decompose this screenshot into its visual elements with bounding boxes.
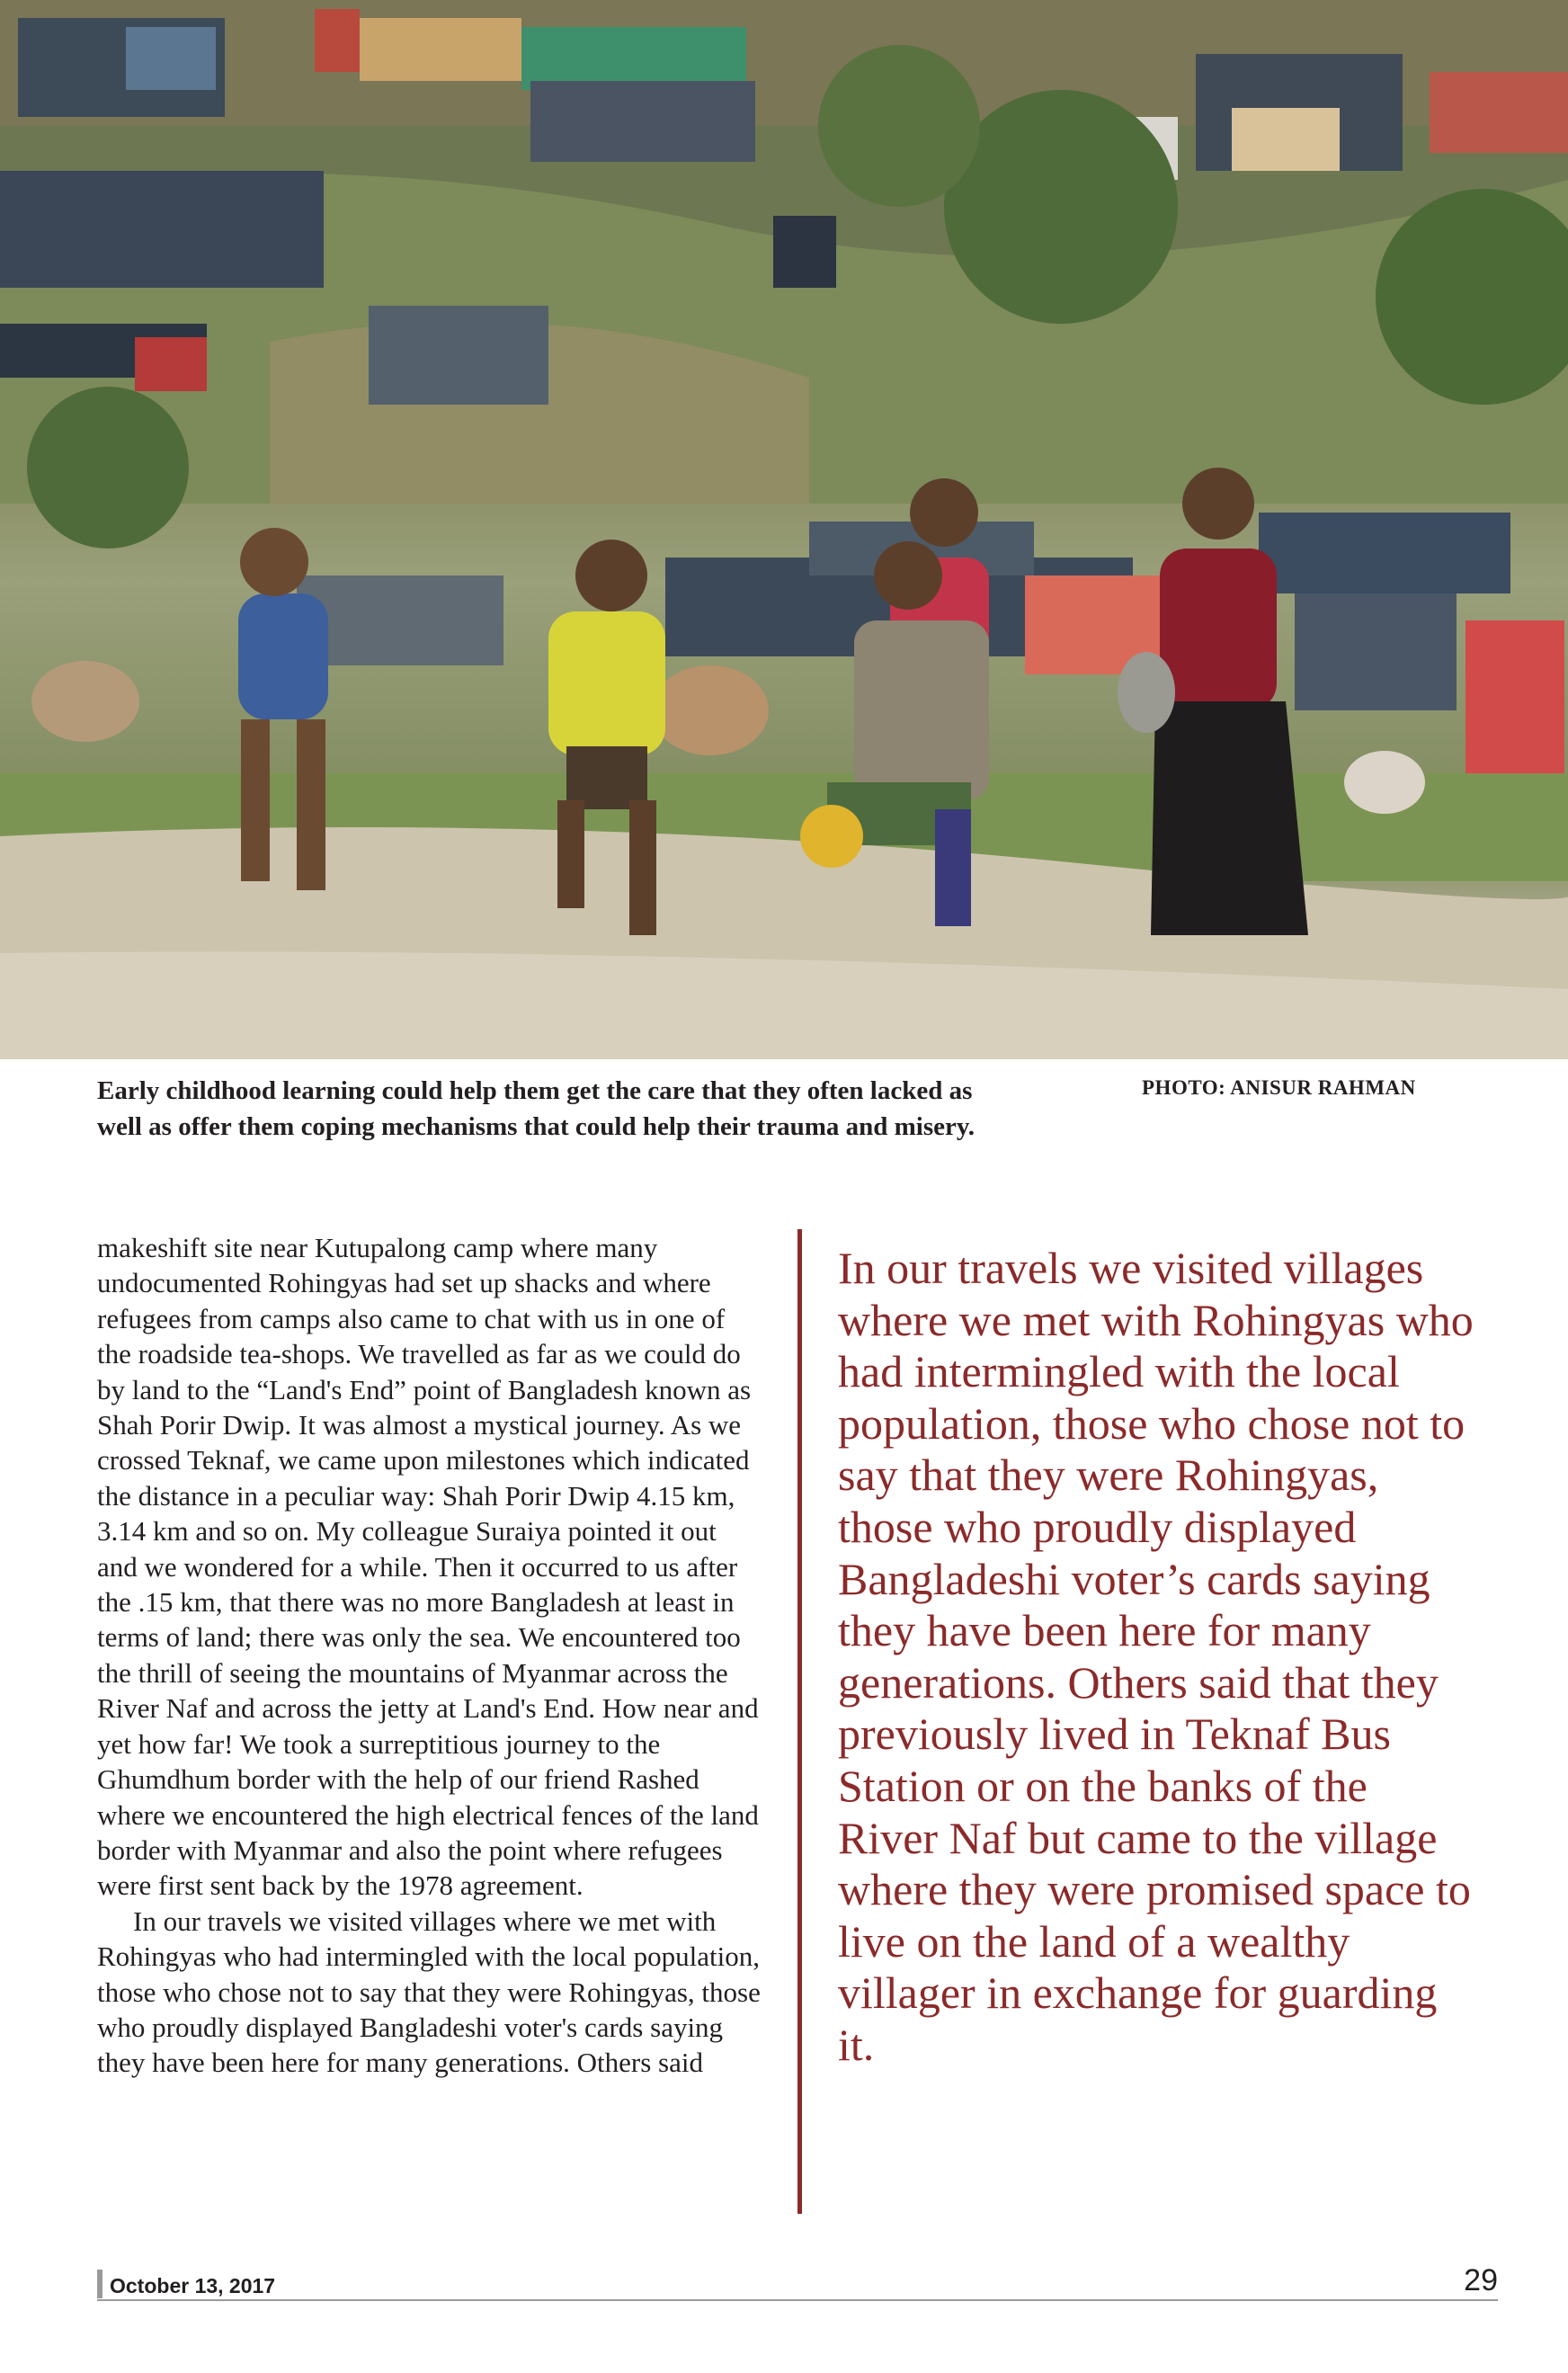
children-playing-football-photo (0, 0, 1568, 1059)
article-body (97, 1230, 762, 2081)
body-paragraph-2: In our travels we visited villages where we met with Rohingyas who had intermingled with the local population, those who chose not to say that they were Rohingyas, those who proudly displayed Bangladeshi voter's cards saying they have been here for many generations. Others said (97, 1905, 761, 2079)
pull-quote-rule (797, 1229, 802, 2214)
football-icon (800, 805, 863, 868)
pull-quote: In our travels we visited villages where we met with Rohingyas who had intermingled with the local population, those who chose not to say that they were Rohingyas, those who proudly displayed Bangladeshi voter’s cards saying they have been here for many generations. Others said that they previously lived in Teknaf Bus Station or on the banks of the River Naf but came to the village where they were promised space to live on the land of a wealthy villager in exchange for guarding it. (838, 1243, 1474, 2070)
issue-date: October 13, 2017 (110, 2274, 276, 2297)
page-number: 29 (1464, 2263, 1498, 2297)
photo-credit: PHOTO: ANISUR RAHMAN (1142, 1076, 1416, 1099)
footer-divider (97, 2299, 1498, 2301)
feature-photo (0, 0, 1568, 1059)
photo-caption: Early childhood learning could help them get the care that they often lacked as well as offer them coping mechanisms that could help their trauma and misery. (97, 1076, 976, 1141)
footer-accent-bar (97, 2270, 102, 2298)
body-paragraph-1: makeshift site near Kutupalong camp where many undocumented Rohingyas had set up shacks and where refugees from camps also came to chat with us in one of the roadside tea-shops. We travelled as far as we could do by land to the “Land's End” point of Bangladesh known as Shah Porir Dwip. It was almost a mystical journey. As we crossed Teknaf, we came upon milestones which indicated the distance in a peculiar way: Shah Porir Dwip 4.15 km, 3.14 km and so on. My colleague Suraiya pointed it out and we wondered for a while. Then it occurred to us after the .15 km, that there was no more Bangladesh at least in terms of land; there was only the sea. We encountered too the thrill of seeing the mountains of Myanmar across the River Naf and across the jetty at Land's End. How near and yet how far! We took a surreptitious journey to the Ghumdhum border with the help of our friend Rashed where we encountered the high electrical fences of the land border with Myanmar and also the point where refugees were first sent back by the 1978 agreement. (97, 1232, 759, 1902)
